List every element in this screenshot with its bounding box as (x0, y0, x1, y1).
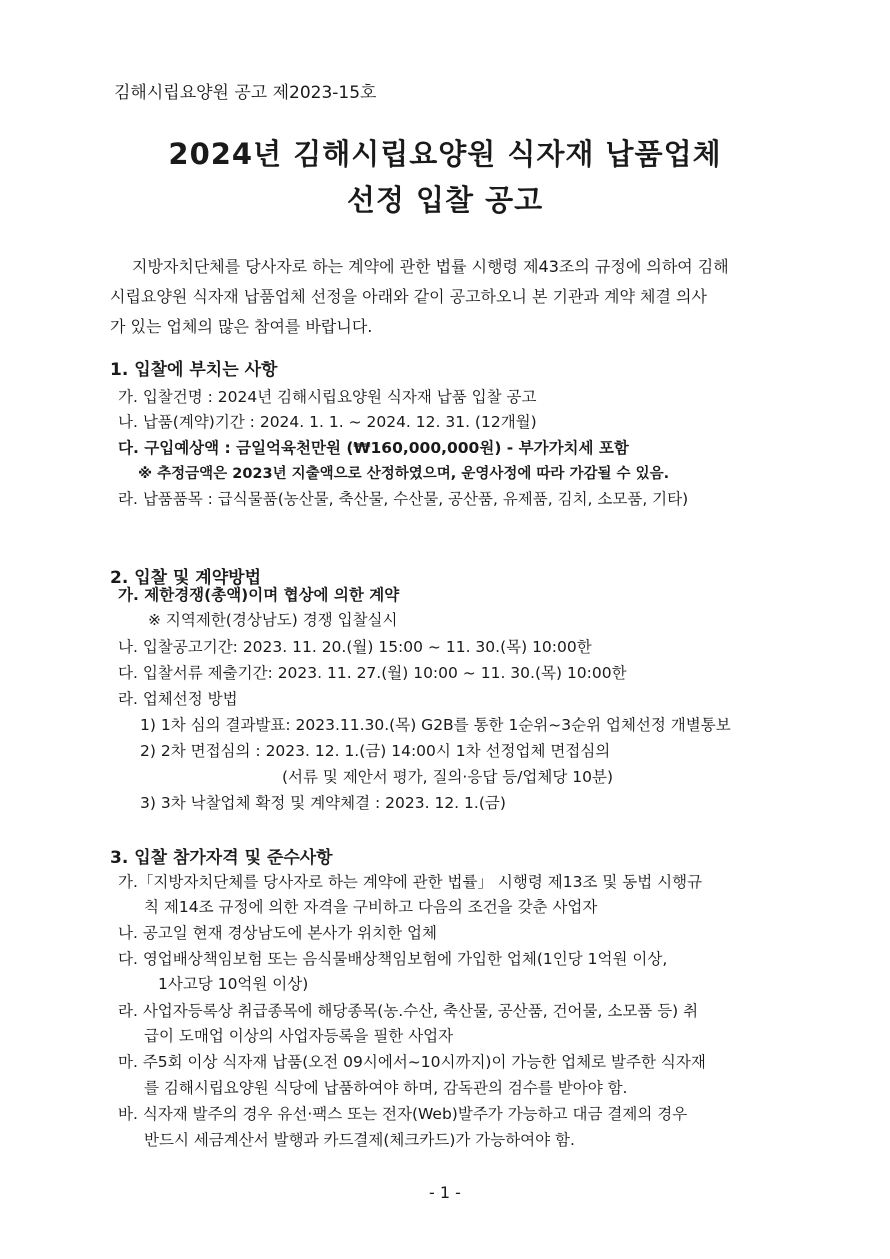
notice-number: 김해시립요양원 공고 제2023-15호 (114, 83, 377, 103)
section-1-item: 가. 입찰건명 : 2024년 김해시립요양원 식자재 납품 입찰 공고 (118, 388, 537, 406)
section-3-item-continued: 칙 제14조 규정에 의한 자격을 구비하고 다음의 조건을 갖춘 사업자 (144, 898, 598, 916)
section-3-item-continued: 1사고당 10억원 이상) (158, 975, 309, 993)
section-3-item: 나. 공고일 현재 경상남도에 본사가 위치한 업체 (118, 924, 437, 942)
section-3-item-continued: 를 김해시립요양원 식당에 납품하여야 하며, 감독관의 검수를 받아야 함. (144, 1079, 628, 1097)
section-3-heading: 3. 입찰 참가자격 및 준수사항 (110, 848, 333, 868)
section-1-item: 라. 납품품목 : 급식물품(농산물, 축산물, 수산물, 공산품, 유제품, 김치, 소모품, 기타) (118, 490, 689, 508)
title-line-1: 2024년 김해시립요양원 식자재 납품업체 (168, 137, 722, 171)
section-2-item: 라. 업체선정 방법 (118, 690, 238, 708)
section-3-item-continued: 반드시 세금계산서 발행과 카드결제(체크카드)가 가능하여야 함. (144, 1131, 575, 1149)
intro-line: 시립요양원 식자재 납품업체 선정을 아래와 같이 공고하오니 본 기관과 계약 체결 의사 (110, 287, 707, 306)
section-1-item: 나. 납품(계약)기간 : 2024. 1. 1. ~ 2024. 12. 31. (12개월) (118, 413, 537, 431)
section-1-item: 다. 구입예상액 : 금일억육천만원 (₩160,000,000원) - 부가가치세 포함 (118, 439, 629, 457)
section-3-item-continued: 급이 도매업 이상의 사업자등록을 필한 사업자 (144, 1027, 454, 1045)
section-3-item: 다. 영업배상책임보험 또는 음식물배상책임보험에 가입한 업체(1인당 1억원 이상, (118, 950, 668, 968)
section-2-subitem: 3) 3차 낙찰업체 확정 및 계약체결 : 2023. 12. 1.(금) (140, 794, 506, 812)
section-2-item: 가. 제한경쟁(총액)이며 협상에 의한 계약 (118, 586, 400, 604)
section-2-note: ※ 지역제한(경상남도) 경쟁 입찰실시 (148, 611, 398, 629)
section-2-item: 나. 입찰공고기간: 2023. 11. 20.(월) 15:00 ~ 11. 30.(목) 10:00한 (118, 638, 592, 656)
section-3-item: 바. 식자재 발주의 경우 유선·팩스 또는 전자(Web)발주가 가능하고 대금 결제의 경우 (118, 1105, 688, 1123)
section-2-subitem-continued: (서류 및 제안서 평가, 질의·응답 등/업체당 10분) (282, 768, 613, 786)
section-1-note: ※ 추정금액은 2023년 지출액으로 산정하였으며, 운영사정에 따라 가감될 수 있음. (138, 466, 670, 482)
section-3-item: 가.「지방자치단체를 당사자로 하는 계약에 관한 법률」 시행령 제13조 및 동법 시행규 (118, 873, 703, 891)
section-1-heading: 1. 입찰에 부치는 사항 (110, 360, 278, 380)
section-2-subitem: 2) 2차 면접심의 : 2023. 12. 1.(금) 14:00시 1차 선정업체 면접심의 (140, 742, 611, 760)
section-2-heading: 2. 입찰 및 계약방법 (110, 568, 261, 588)
section-2-item: 다. 입찰서류 제출기간: 2023. 11. 27.(월) 10:00 ~ 11. 30.(목) 10:00한 (118, 664, 627, 682)
intro-line: 가 있는 업체의 많은 참여를 바랍니다. (110, 317, 373, 336)
intro-paragraph (110, 252, 790, 342)
section-3-item: 마. 주5회 이상 식자재 납품(오전 09시에서~10시까지)이 가능한 업체로 발주한 식자재 (118, 1053, 706, 1071)
intro-line: 지방자치단체를 당사자로 하는 계약에 관한 법률 시행령 제43조의 규정에 의하여 김해 (132, 257, 729, 276)
title-line-2: 선정 입찰 공고 (346, 183, 544, 217)
page-number: - 1 - (429, 1183, 461, 1202)
section-3-item: 라. 사업자등록상 취급종목에 해당종목(농.수산, 축산물, 공산품, 건어물, 소모품 등) 취 (118, 1002, 699, 1020)
section-2-subitem: 1) 1차 심의 결과발표: 2023.11.30.(목) G2B를 통한 1순위~3순위 업체선정 개별통보 (140, 716, 731, 734)
